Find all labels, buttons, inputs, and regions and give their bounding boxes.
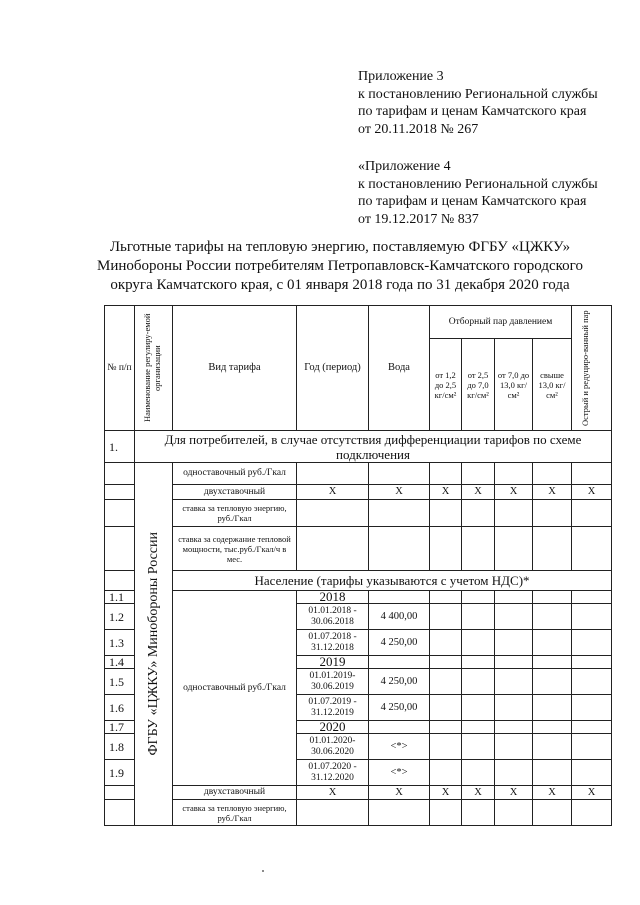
x-mark: X bbox=[462, 485, 495, 500]
rate-power: ставка за содержание тепловой мощности, тыс.руб./Гкал/ч в мес. bbox=[173, 527, 297, 571]
header-line: по тарифам и ценам Камчатского края bbox=[358, 194, 587, 209]
tariff-one-rate-population: одноставочный руб./Гкал bbox=[173, 591, 297, 786]
x-mark: X bbox=[369, 786, 430, 800]
water-tariff: <*> bbox=[369, 760, 430, 786]
period-range: 01.01.2018 - 30.06.2018 bbox=[297, 604, 369, 630]
water-tariff: <*> bbox=[369, 734, 430, 760]
period-year: 2018 bbox=[297, 591, 369, 604]
row-number: 1.8 bbox=[105, 734, 135, 760]
col-header-organization: Наименование регулиру-емой организации bbox=[135, 306, 173, 431]
x-mark: X bbox=[495, 786, 533, 800]
header-line: по тарифам и ценам Камчатского края bbox=[358, 104, 587, 119]
period-range: 01.07.2020 - 31.12.2020 bbox=[297, 760, 369, 786]
organization-name-cell: ФГБУ «ЦЖКУ» Минобороны России bbox=[135, 463, 173, 826]
row-number: 1.3 bbox=[105, 630, 135, 656]
col-header-period: Год (период) bbox=[297, 306, 369, 431]
x-mark: X bbox=[297, 485, 369, 500]
tariff-one-rate: одноставочный руб./Гкал bbox=[173, 463, 297, 485]
x-mark: X bbox=[572, 786, 612, 800]
population-label: Население (тарифы указываются с учетом НДС)* bbox=[173, 571, 612, 591]
col-header-pressure-2: от 2,5 до 7,0 кг/см² bbox=[462, 339, 495, 431]
section-number: 1. bbox=[105, 431, 135, 463]
rate-energy: ставка за тепловую энергию, руб./Гкал bbox=[173, 500, 297, 527]
header-line: Приложение 3 bbox=[358, 69, 444, 84]
tariff-two-rate: двухставочный bbox=[173, 485, 297, 500]
col-header-pressure-3: от 7,0 до 13,0 кг/см² bbox=[495, 339, 533, 431]
x-mark: X bbox=[430, 786, 462, 800]
water-tariff: 4 400,00 bbox=[369, 604, 430, 630]
row-number: 1.6 bbox=[105, 695, 135, 721]
x-mark: X bbox=[495, 485, 533, 500]
appendix-4-header bbox=[358, 158, 598, 228]
header-line: от 19.12.2017 № 837 bbox=[358, 211, 479, 227]
period-range: 01.07.2018 - 31.12.2018 bbox=[297, 630, 369, 656]
rate-energy-population: ставка за тепловую энергию, руб./Гкал bbox=[173, 800, 297, 826]
row-number: 1.7 bbox=[105, 721, 135, 734]
period-year: 2019 bbox=[297, 656, 369, 669]
water-tariff: 4 250,00 bbox=[369, 630, 430, 656]
col-header-steam-group: Отборный пар давлением bbox=[430, 306, 572, 339]
period-range: 01.01.2019- 30.06.2019 bbox=[297, 669, 369, 695]
document-title bbox=[60, 238, 620, 295]
x-mark: X bbox=[297, 786, 369, 800]
col-header-tariff-type: Вид тарифа bbox=[173, 306, 297, 431]
row-number: 1.5 bbox=[105, 669, 135, 695]
header-line: к постановлению Региональной службы bbox=[358, 86, 598, 102]
period-range: 01.01.2020- 30.06.2020 bbox=[297, 734, 369, 760]
title-line: округа Камчатского края, с 01 января 2018 года по 31 декабря 2020 года bbox=[110, 277, 570, 293]
x-mark: X bbox=[462, 786, 495, 800]
col-header-sharp-steam: Острый и редуциро-ванный пар bbox=[572, 306, 612, 431]
x-mark: X bbox=[533, 786, 572, 800]
tariff-two-rate-population: двухставочный bbox=[173, 786, 297, 800]
page-speck bbox=[262, 870, 264, 872]
appendix-3-header bbox=[358, 68, 598, 138]
col-header-pressure-1: от 1,2 до 2,5 кг/см² bbox=[430, 339, 462, 431]
water-tariff: 4 250,00 bbox=[369, 695, 430, 721]
row-number: 1.1 bbox=[105, 591, 135, 604]
x-mark: X bbox=[430, 485, 462, 500]
col-header-water: Вода bbox=[369, 306, 430, 431]
x-mark: X bbox=[369, 485, 430, 500]
header-line: от 20.11.2018 № 267 bbox=[358, 121, 479, 137]
row-number: 1.2 bbox=[105, 604, 135, 630]
title-line: Минобороны России потребителям Петропавловск-Камчатского городского bbox=[97, 258, 583, 274]
period-range: 01.07.2019 - 31.12.2019 bbox=[297, 695, 369, 721]
x-mark: X bbox=[572, 485, 612, 500]
period-year: 2020 bbox=[297, 721, 369, 734]
tariff-table bbox=[104, 305, 612, 826]
header-line: «Приложение 4 bbox=[358, 159, 451, 174]
x-mark: X bbox=[533, 485, 572, 500]
title-line: Льготные тарифы на тепловую энергию, поставляемую ФГБУ «ЦЖКУ» bbox=[109, 239, 571, 255]
section-label: Для потребителей, в случае отсутствия дифференциации тарифов по схеме подключения bbox=[135, 431, 612, 463]
col-header-pressure-4: свыше 13,0 кг/см² bbox=[533, 339, 572, 431]
header-line: к постановлению Региональной службы bbox=[358, 176, 598, 192]
row-number: 1.9 bbox=[105, 760, 135, 786]
col-header-number: № п/п bbox=[105, 306, 135, 431]
water-tariff: 4 250,00 bbox=[369, 669, 430, 695]
row-number: 1.4 bbox=[105, 656, 135, 669]
